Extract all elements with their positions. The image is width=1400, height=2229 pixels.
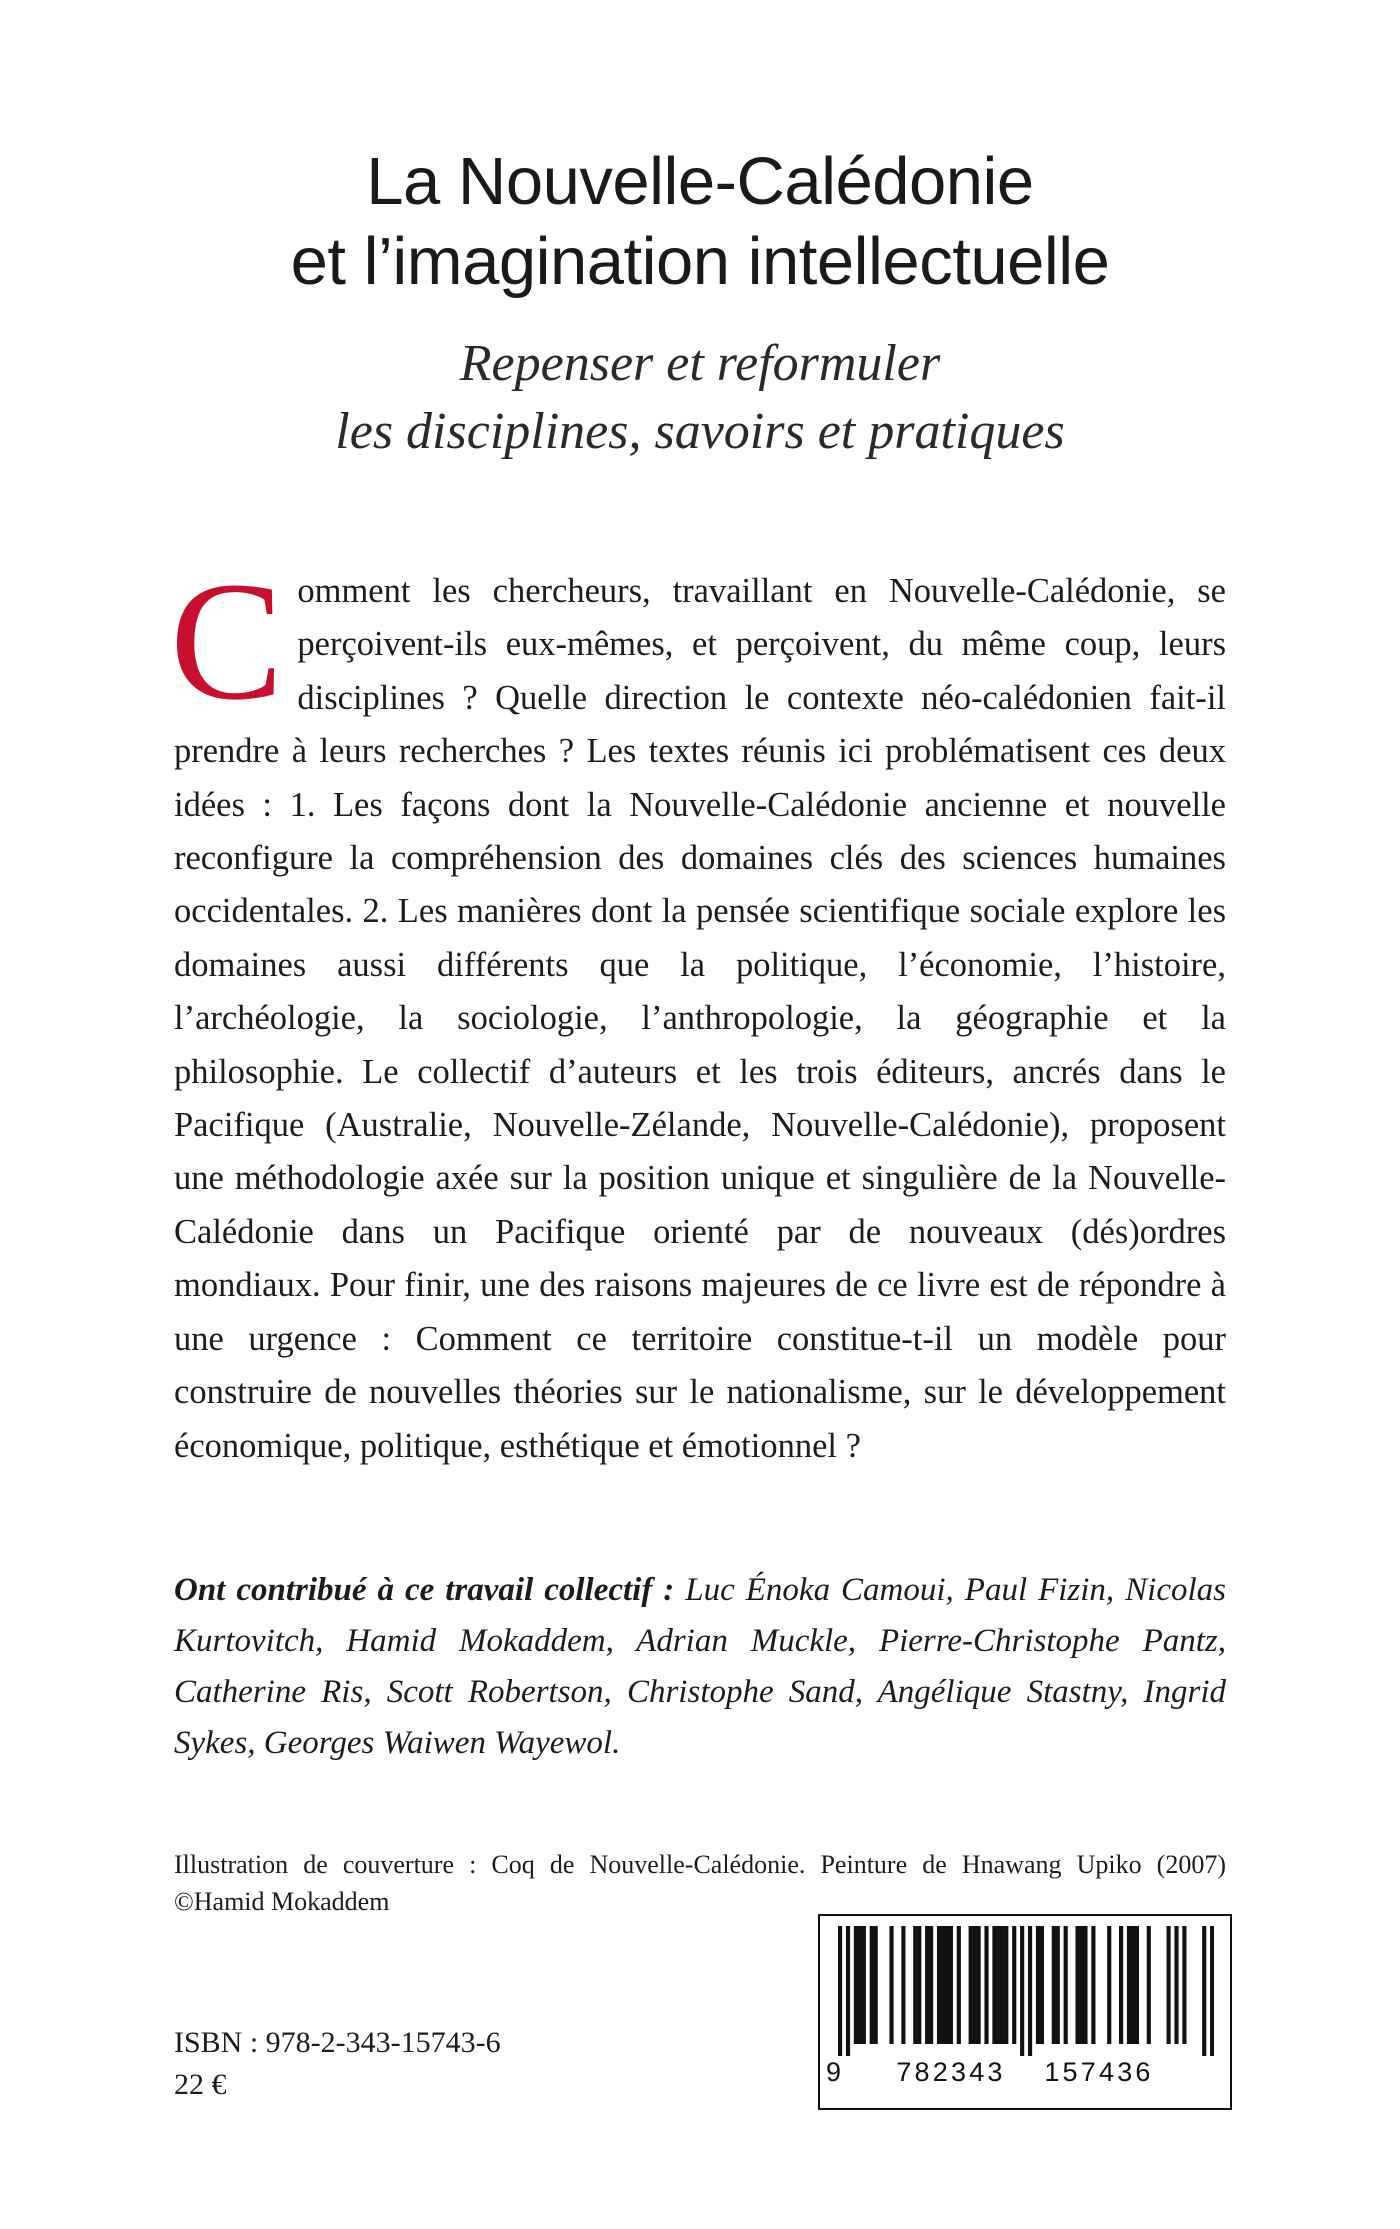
barcode-bar	[992, 1926, 996, 2044]
barcode-bar	[945, 1926, 949, 2044]
barcode-bar	[1174, 1926, 1178, 2044]
barcode-bar	[937, 1926, 941, 2044]
barcode-bar	[917, 1926, 921, 2044]
price: 22 €	[174, 2068, 227, 2101]
barcode-group-2: 157436	[1044, 2057, 1154, 2087]
barcode-bar	[1127, 1926, 1131, 2044]
contributors-label: Ont contribué à ce travail collectif :	[174, 1572, 675, 1608]
barcode-bar	[1000, 1926, 1004, 2044]
barcode-bar	[1182, 1926, 1186, 2044]
barcode-bar	[941, 1926, 945, 2044]
barcode-bar	[969, 1926, 973, 2044]
barcode-bar	[949, 1926, 953, 2044]
barcode-guard-bar	[1210, 1926, 1214, 2056]
book-subtitle	[0, 330, 1400, 466]
contributors-names: Luc Énoka Camoui, Paul Fizin, Nicolas Kurtovitch, Hamid Mokaddem, Adrian Muckle, Pierre-Christophe Pantz, Catherine Ris, Scott Robertson, Christophe Sand, Angélique Stastny, Ingrid Sykes, Georges Waiwen Wayewol.	[174, 1572, 1226, 1761]
barcode-bar	[1083, 1926, 1087, 2044]
barcode-bar	[870, 1926, 874, 2044]
barcode-bar	[977, 1926, 981, 2044]
barcode-bar	[1004, 1926, 1008, 2044]
barcode-bar	[1091, 1926, 1095, 2044]
barcode-bar	[1079, 1926, 1083, 2044]
book-title	[0, 142, 1400, 302]
barcode-bar	[874, 1926, 878, 2044]
barcode-bar	[1075, 1926, 1079, 2044]
subtitle-line-2: les disciplines, savoirs et pratiques	[335, 403, 1065, 460]
barcode-bar	[889, 1926, 893, 2044]
barcode-bar	[858, 1926, 862, 2044]
barcode-bar	[984, 1926, 988, 2044]
barcode-bar	[925, 1926, 929, 2044]
title-line-1: La Nouvelle-Calédonie	[366, 144, 1034, 219]
barcode-bar	[1056, 1926, 1060, 2044]
barcode-group-1: 782343	[896, 2057, 1006, 2087]
barcode-bar	[996, 1926, 1000, 2044]
barcode-first-digit: 9	[826, 2057, 845, 2087]
barcode-bar	[1040, 1926, 1044, 2044]
blurb-text: omment les chercheurs, travaillant en Nouvelle-Calédonie, se perçoivent-ils eux-mêmes, et perçoivent, du même coup, leurs disciplines ? Quelle direction le contexte néo-calédonien fait-il prendre à leurs recherches ? Les textes réunis ici problématisent ces deux idées : 1. Les façons dont la Nouvelle-Calédonie ancienne et nouvelle reconfigure la compréhension des domaines clés des sciences humaines occidentales. 2. Les manières dont la pensée scientifique sociale explore les domaines aussi différents que la politique, l’économie, l’histoire, l’archéologie, la sociologie, l’anthropologie, la géographie et la philosophie. Le collectif d’auteurs et les trois éditeurs, ancrés dans le Pacifique (Australie, Nouvelle-Zélande, Nouvelle-Calédonie), proposent une méthodologie axée sur la position unique et singulière de la Nouvelle-Calédonie dans un Pacifique orienté par de nouveaux (dés)ordres mondiaux. Pour finir, une des raisons majeures de ce livre est de répondre à une urgence : Comment ce territoire constitue-t-il un modèle pour construire de nouvelles théories sur le nationalisme, sur le développement économique, politique, esthétique et émotionnel ?	[174, 572, 1226, 1465]
barcode-bar	[1052, 1926, 1056, 2044]
barcode-bar	[1036, 1926, 1040, 2044]
barcode-guard-bar	[1028, 1926, 1032, 2056]
isbn: ISBN : 978-2-343-15743-6	[174, 2026, 501, 2059]
barcode-bar	[854, 1926, 858, 2044]
barcode-bar	[1119, 1926, 1123, 2044]
barcode-bars	[838, 1926, 1214, 2056]
barcode-bar	[1147, 1926, 1151, 2044]
barcode-bar	[901, 1926, 905, 2044]
barcode-guard-bar	[838, 1926, 842, 2056]
barcode-bar	[1064, 1926, 1068, 2044]
subtitle-line-1: Repenser et reformuler	[459, 335, 941, 392]
barcode-guard-bar	[1020, 1926, 1024, 2056]
drop-cap: C	[170, 547, 284, 735]
barcode-bar	[1107, 1926, 1111, 2044]
barcode-digits	[820, 2057, 1230, 2088]
barcode-bar	[1135, 1926, 1139, 2044]
barcode-bar	[1012, 1926, 1016, 2044]
barcode-guard-bar	[846, 1926, 850, 2056]
cover-credit: Illustration de couverture : Coq de Nouvelle-Calédonie. Peinture de Hnawang Upiko (2007) ©Hamid Mokaddem	[174, 1850, 1226, 1916]
title-line-2: et l’imagination intellectuelle	[290, 224, 1110, 299]
barcode-bar	[957, 1926, 961, 2044]
barcode-bar	[1131, 1926, 1135, 2044]
barcode-bar	[913, 1926, 917, 2044]
barcode-guard-bar	[1202, 1926, 1206, 2056]
barcode-bar	[1167, 1926, 1171, 2044]
blurb	[170, 547, 1226, 1473]
barcode	[818, 1914, 1232, 2110]
barcode-bar	[973, 1926, 977, 2044]
barcode-bar	[862, 1926, 866, 2044]
barcode-bar	[929, 1926, 933, 2044]
contributors	[174, 1565, 1226, 1769]
